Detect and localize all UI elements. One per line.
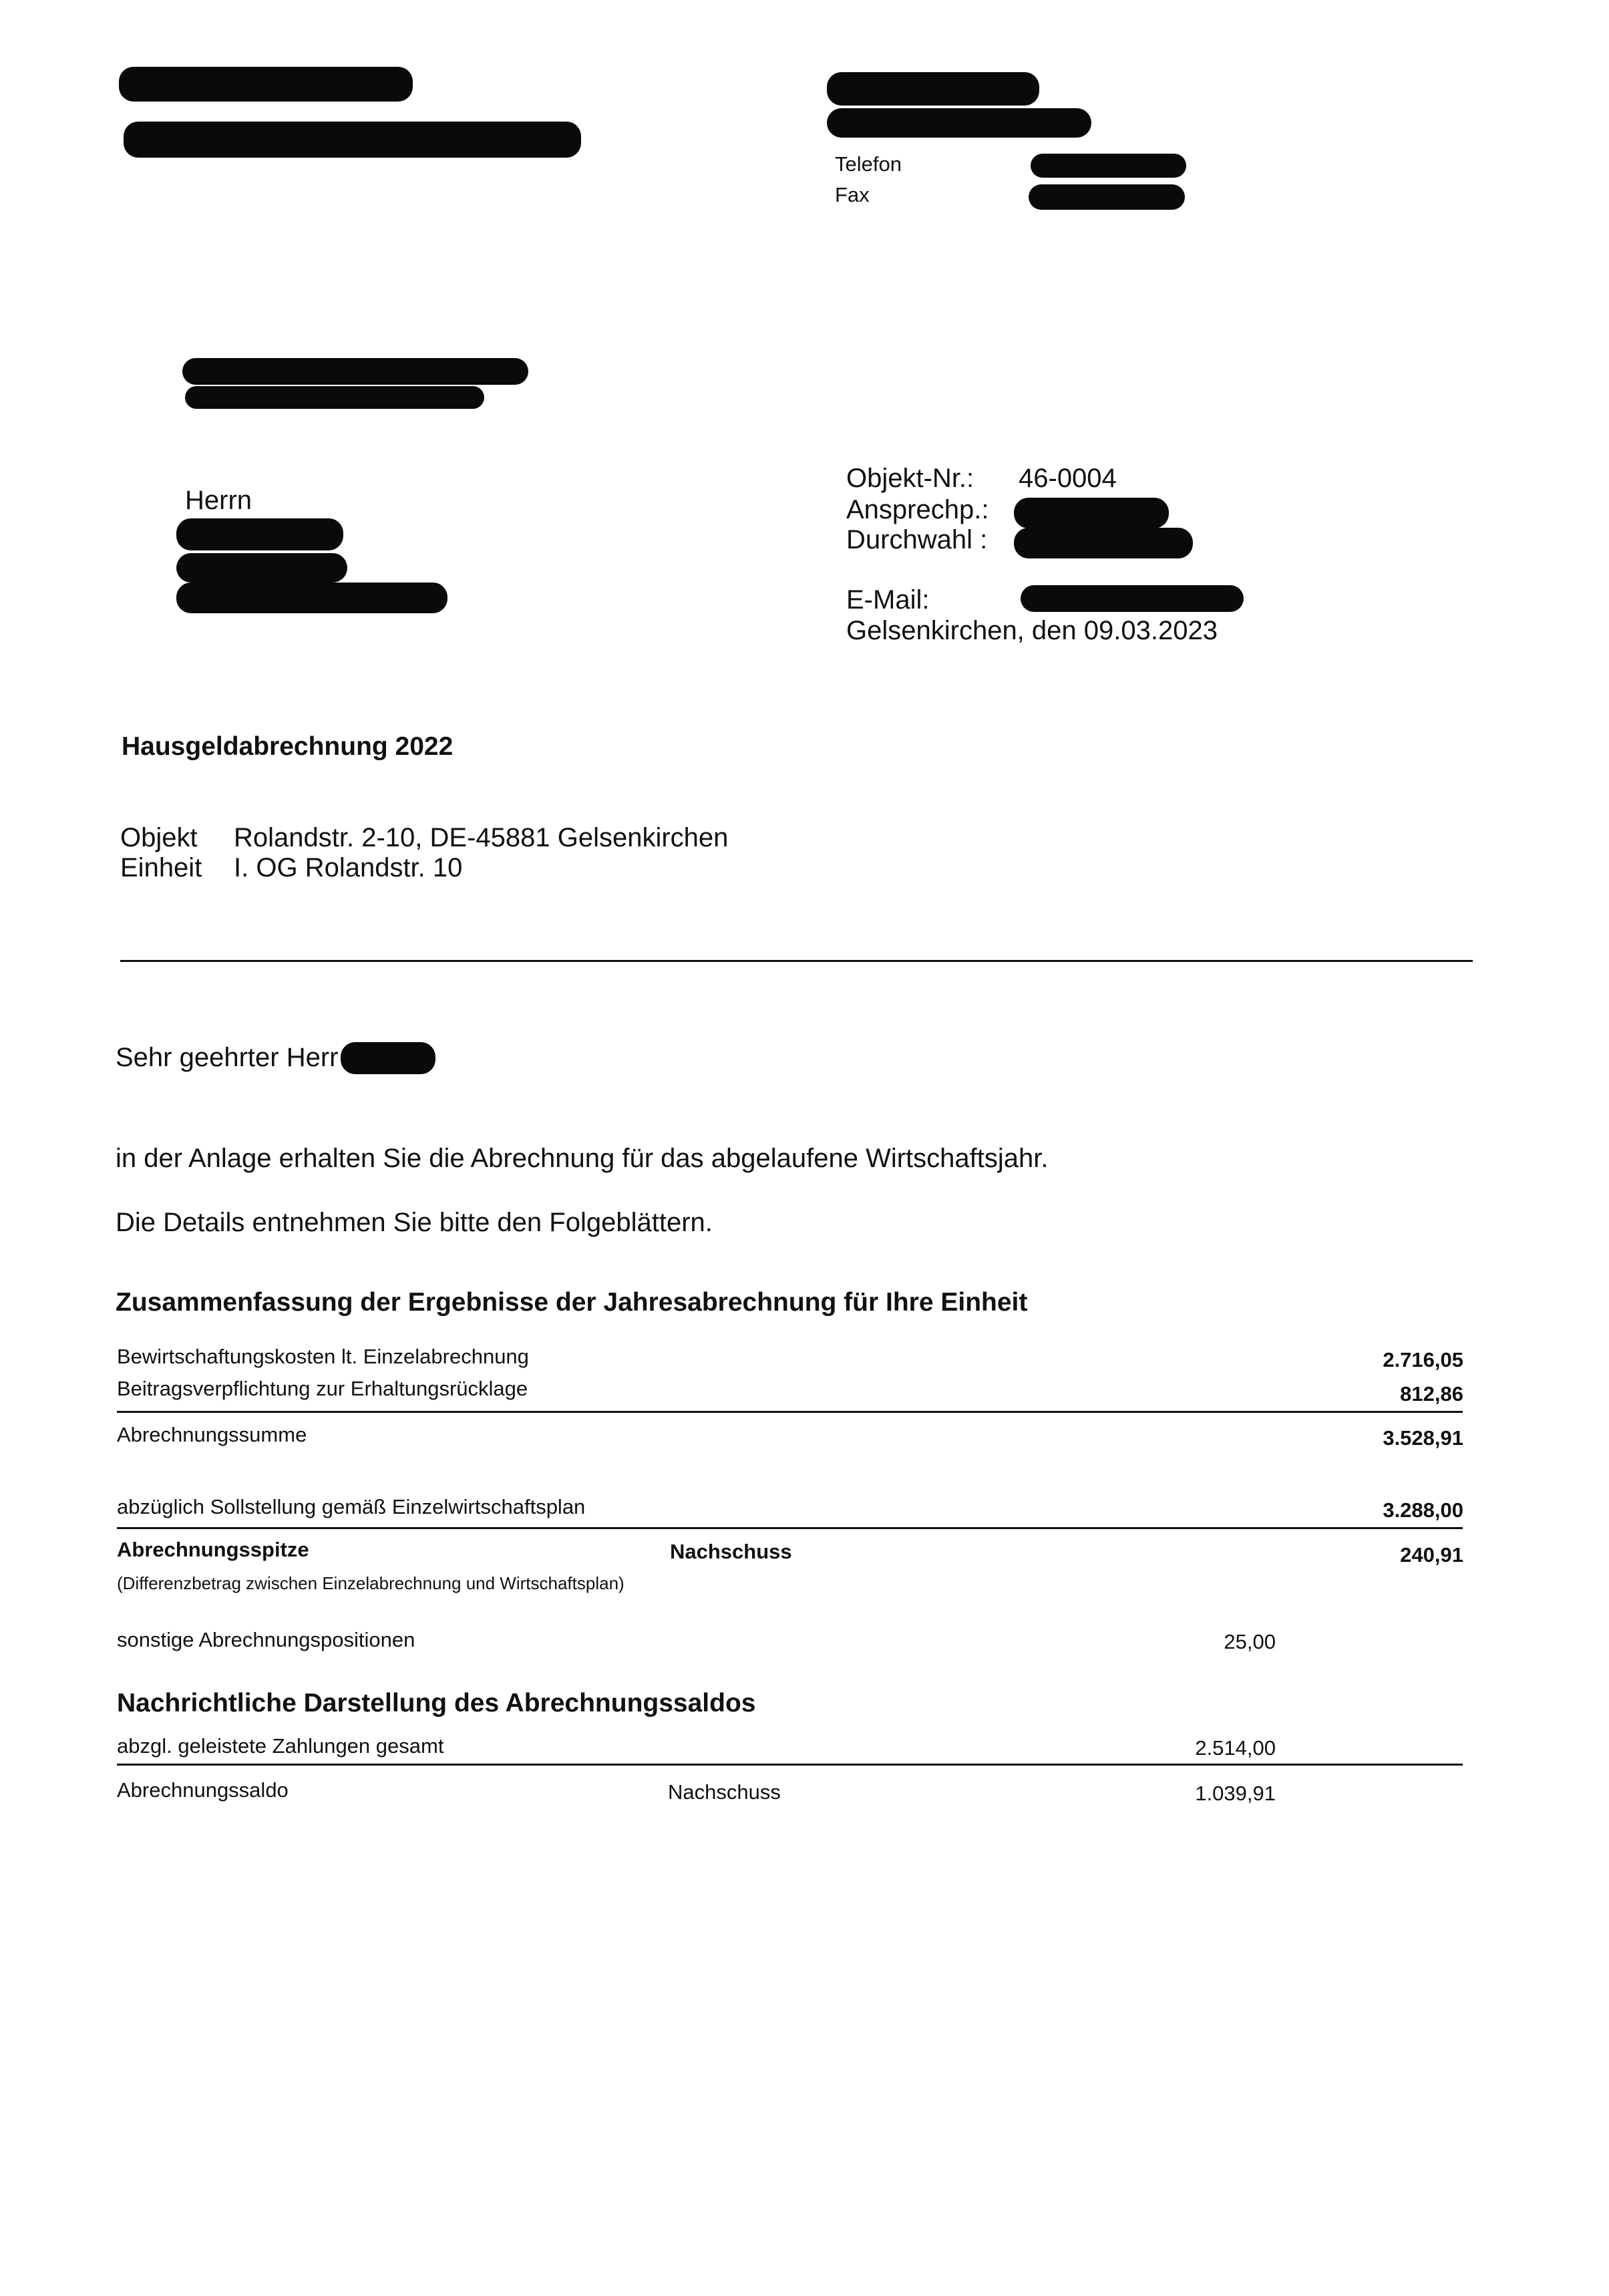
summary-row-value: 812,86 — [1400, 1382, 1463, 1406]
redacted-recipient-name — [176, 518, 343, 550]
spitze-type: Nachschuss — [670, 1540, 792, 1563]
paid-label: abzgl. geleistete Zahlungen gesamt — [117, 1734, 444, 1758]
redacted-company-header-2 — [827, 108, 1091, 138]
summary-row-label: Beitragsverpflichtung zur Erhaltungsrücklage — [117, 1377, 528, 1400]
redacted-company-header — [827, 72, 1039, 106]
spitze-value: 240,91 — [1400, 1543, 1463, 1567]
redacted-durchwahl — [1014, 528, 1193, 558]
summary-row-label: Bewirtschaftungskosten lt. Einzelabrechnung — [117, 1345, 529, 1368]
redacted-recipient-street — [176, 553, 347, 583]
spitze-note: (Differenzbetrag zwischen Einzelabrechnung und Wirtschaftsplan) — [117, 1573, 624, 1593]
redacted-sender-address — [124, 122, 581, 158]
saldo-value: 1.039,91 — [1195, 1782, 1276, 1805]
summary-line-1 — [117, 1411, 1463, 1413]
redacted-fax — [1029, 184, 1185, 210]
redacted-return-address-2 — [185, 386, 484, 409]
place-date: Gelsenkirchen, den 09.03.2023 — [846, 616, 1218, 645]
sonstige-label: sonstige Abrechnungspositionen — [117, 1628, 415, 1651]
objekt-label: Objekt — [120, 823, 198, 852]
summary-row-value: 3.288,00 — [1383, 1498, 1463, 1522]
summary-row-label: Abrechnungssumme — [117, 1423, 307, 1446]
redacted-telefon — [1031, 154, 1186, 178]
redacted-return-address — [182, 358, 528, 385]
summary-row-value: 3.528,91 — [1383, 1426, 1463, 1450]
paid-value: 2.514,00 — [1195, 1736, 1276, 1760]
document-title: Hausgeldabrechnung 2022 — [122, 732, 454, 761]
saldo-line — [117, 1764, 1463, 1766]
sonstige-value: 25,00 — [1224, 1630, 1276, 1653]
saldo-heading: Nachrichtliche Darstellung des Abrechnungssaldos — [117, 1689, 756, 1717]
redacted-greeting-name — [341, 1042, 435, 1074]
durchwahl-label: Durchwahl : — [846, 525, 988, 554]
letter-paragraph-2: Die Details entnehmen Sie bitte den Folgeblättern. — [116, 1208, 713, 1237]
spitze-label: Abrechnungsspitze — [117, 1538, 309, 1561]
telefon-label: Telefon — [835, 152, 902, 176]
redacted-recipient-city — [176, 583, 448, 613]
redacted-email — [1021, 585, 1244, 612]
redacted-sender-name — [119, 67, 413, 102]
einheit-label: Einheit — [120, 853, 202, 882]
fax-label: Fax — [835, 183, 870, 206]
saldo-label: Abrechnungssaldo — [117, 1778, 289, 1802]
recipient-salutation: Herrn — [185, 486, 252, 515]
summary-line-2 — [117, 1527, 1463, 1529]
saldo-type: Nachschuss — [668, 1780, 781, 1804]
summary-heading: Zusammenfassung der Ergebnisse der Jahresabrechnung für Ihre Einheit — [116, 1288, 1028, 1317]
email-label: E-Mail: — [846, 585, 930, 615]
redacted-ansprechpartner — [1014, 498, 1169, 528]
ansprechp-label: Ansprechp.: — [846, 495, 989, 524]
greeting: Sehr geehrter Herr — [116, 1043, 339, 1072]
objekt-nr-value: 46-0004 — [1019, 464, 1117, 493]
objekt-value: Rolandstr. 2-10, DE-45881 Gelsenkirchen — [234, 823, 729, 852]
summary-row-value: 2.716,05 — [1383, 1348, 1463, 1371]
separator-line — [120, 960, 1473, 962]
objekt-nr-label: Objekt-Nr.: — [846, 464, 974, 493]
letter-paragraph-1: in der Anlage erhalten Sie die Abrechnung für das abgelaufene Wirtschaftsjahr. — [116, 1144, 1049, 1173]
einheit-value: I. OG Rolandstr. 10 — [234, 853, 463, 882]
summary-row-label: abzüglich Sollstellung gemäß Einzelwirtschaftsplan — [117, 1495, 586, 1518]
